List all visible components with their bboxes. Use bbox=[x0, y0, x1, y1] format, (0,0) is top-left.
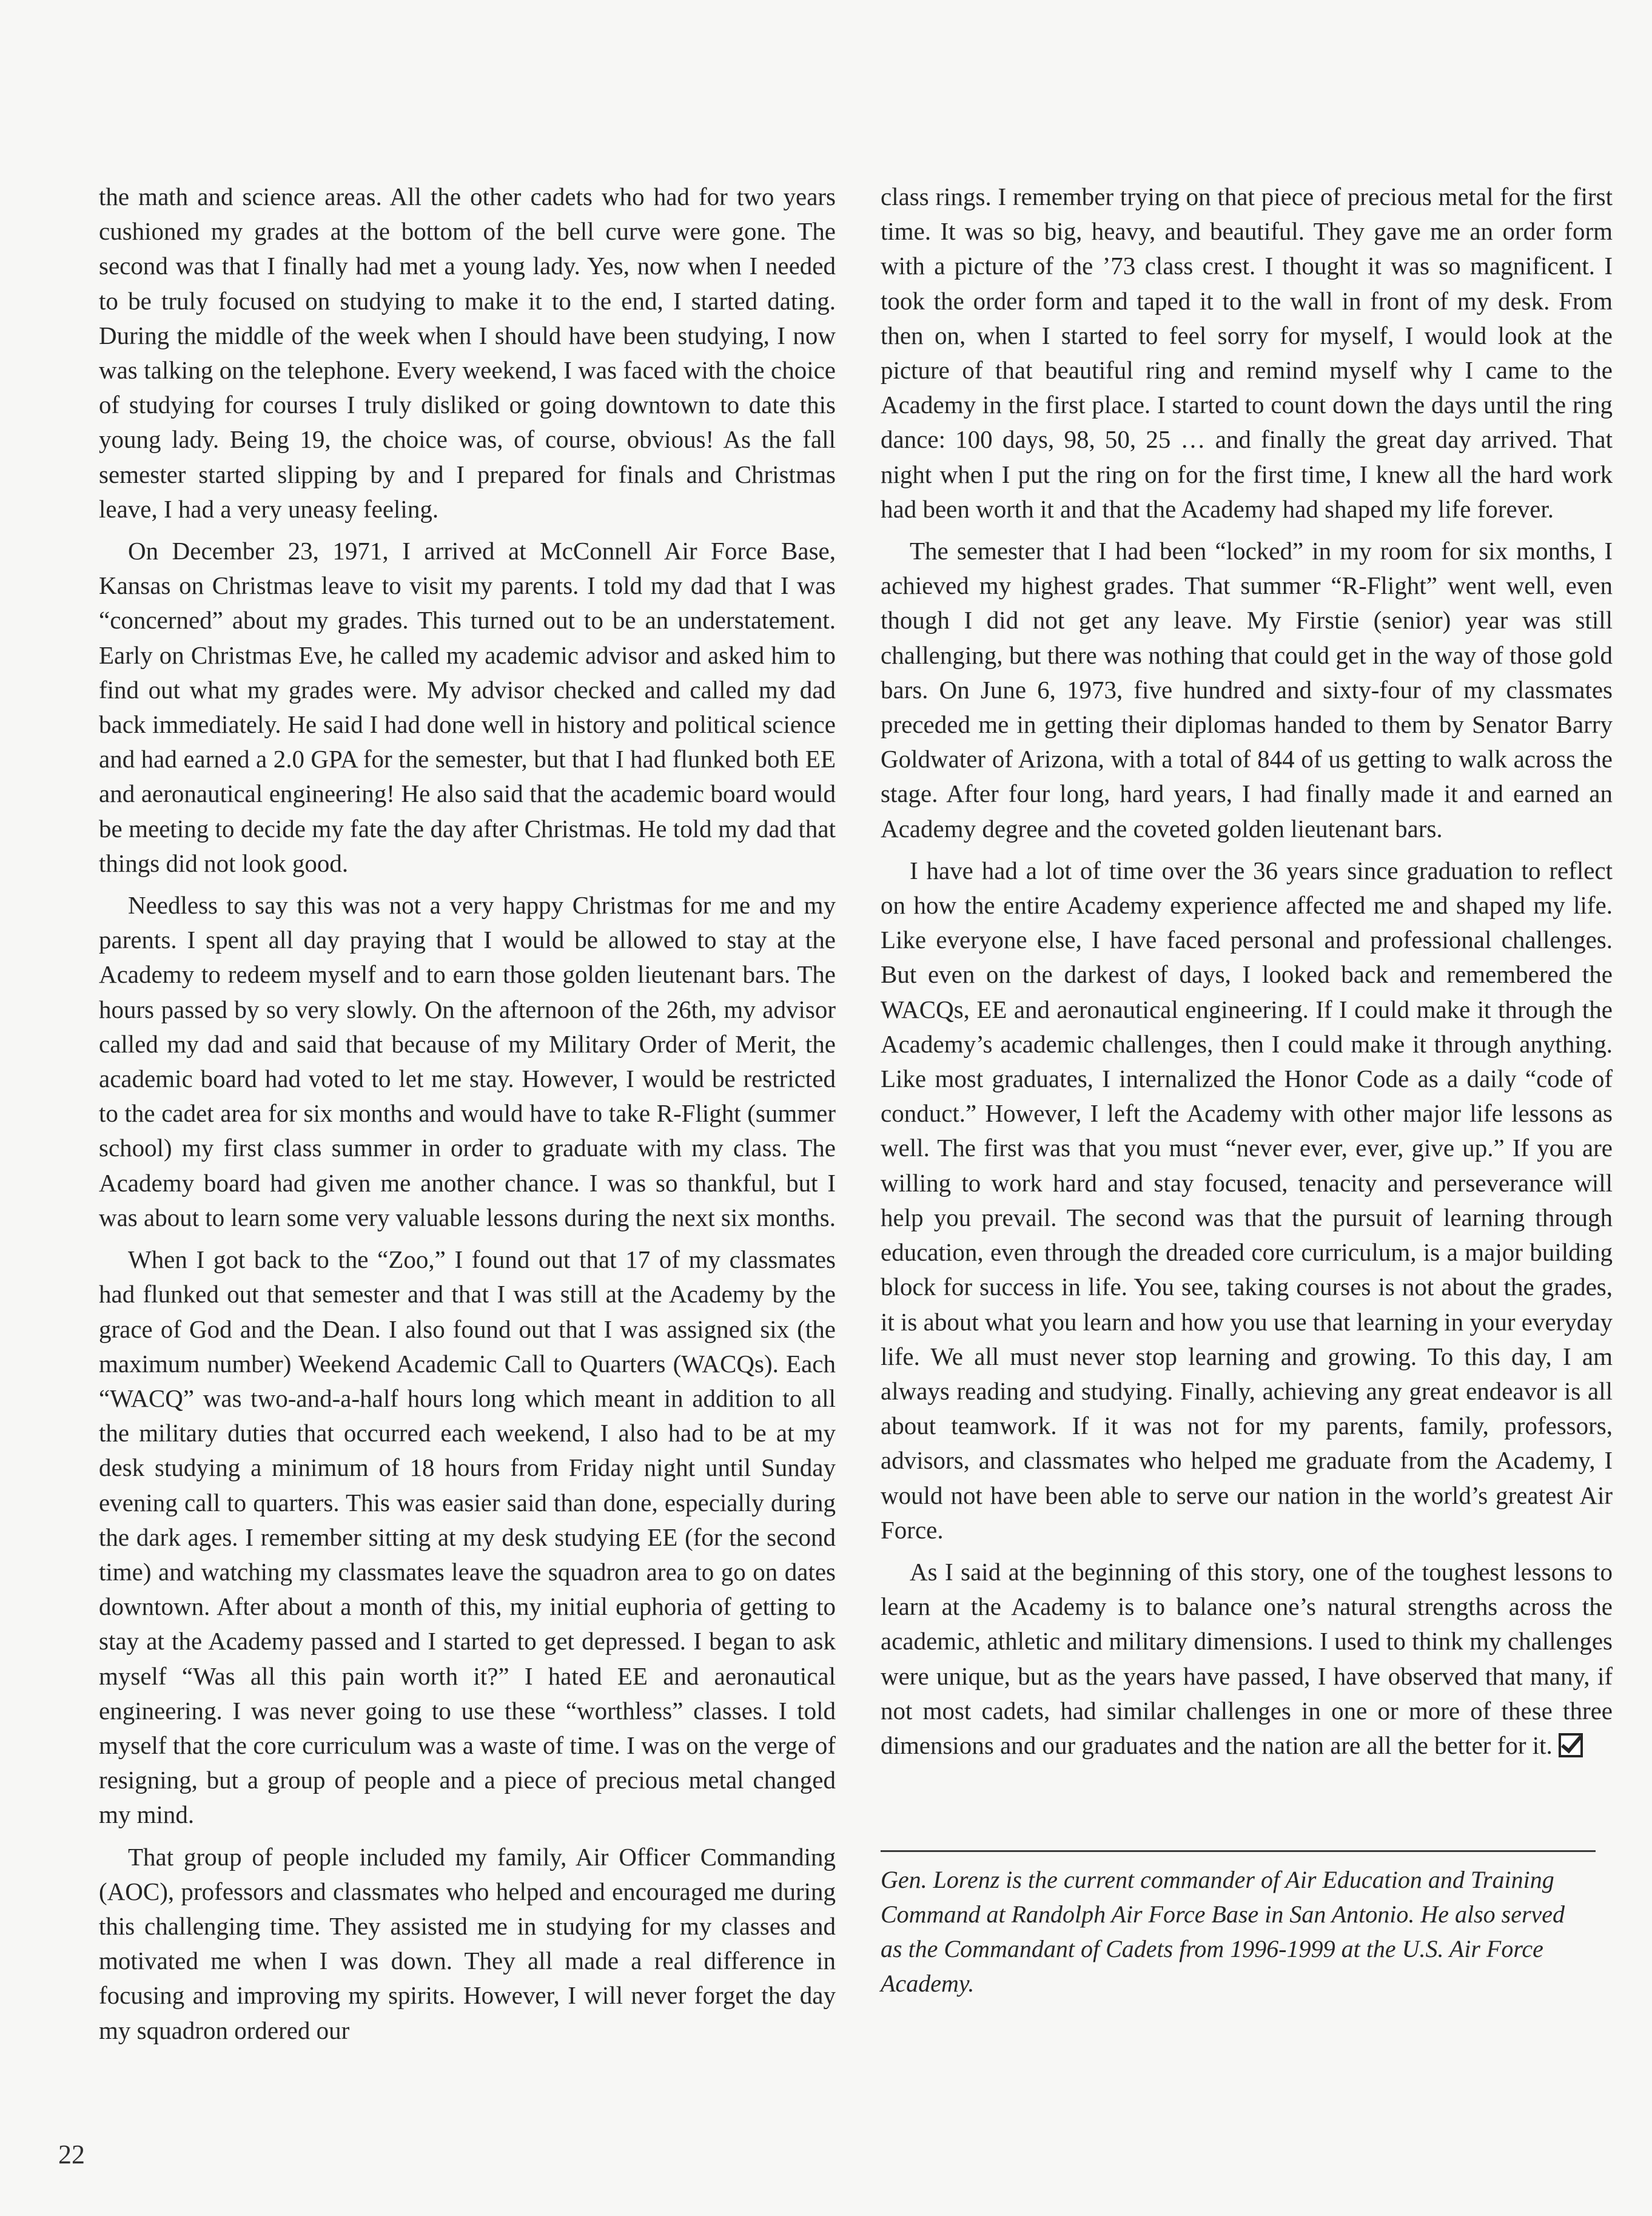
paragraph: class rings. I remember trying on that piece of precious metal for the first time. It was so big, heavy, and beautiful. They gave me an order form with a picture of the ’73 class crest. I thought it was so magnificent. I took the order form and taped it to the wall in front of my desk. From then on, when I started to feel sorry for myself, I would look at the picture of that beautiful ring and remind myself why I came to the Academy in the first place. I started to count down the days until the ring dance: 100 days, 98, 50, 25 … and finally the great day arrived. That night when I put the ring on for the first time, I knew all the hard work had been worth it and that the Academy had shaped my life forever. bbox=[881, 183, 1613, 523]
author-bio: Gen. Lorenz is the current commander of Air Education and Training Command at Randolph Air Force Base in San Antonio. He also served as the Commandant of Cadets from 1996-1999 at the U.S. Air Force Academy. bbox=[881, 1866, 1565, 1997]
paragraph: When I got back to the “Zoo,” I found out that 17 of my classmates had flunked out that semester and that I was still at the Academy by the grace of God and the Dean. I also found out that I was assigned six (the maximum number) Weekend Academic Call to Quarters (WACQs). Each “WACQ” was two-and-a-half hours long which meant in addition to all the military duties that occurred each weekend, I also had to be at my desk studying a minimum of 18 hours from Friday night until Sunday evening call to quarters. This was easier said than done, especially during the dark ages. I remember sitting at my desk studying EE (for the second time) and watching my classmates leave the squadron area to go on dates downtown. After about a month of this, my initial euphoria of getting to stay at the Academy passed and I started to get depressed. I began to ask myself “Was all this pain worth it?” I hated EE and aeronautical engineering. I was never going to use these “worthless” classes. I told myself that the core curriculum was a waste of time. I was on the verge of resigning, but a group of people and a piece of precious metal changed my mind. bbox=[99, 1245, 836, 1829]
paragraph: The semester that I had been “locked” in my room for six months, I achieved my highest grades. That summer “R-Flight” went well, even though I did not get any leave. My Firstie (senior) year was still challenging, but there was nothing that could get in the way of those gold bars. On June 6, 1973, five hundred and sixty-four of my classmates preceded me in getting their diplomas handed to them by Senator Barry Goldwater of Arizona, with a total of 844 of us getting to walk across the stage. After four long, hard years, I had finally made it and earned an Academy degree and the coveted golden lieutenant bars. bbox=[881, 537, 1613, 843]
right-text-column bbox=[881, 180, 1613, 1770]
paragraph: That group of people included my family, Air Officer Commanding (AOC), professors and classmates who helped and encouraged me during this challenging time. They assisted me in studying for my classes and motivated me when I was down. They all made a real difference in focusing and improving my spirits. However, I will never forget the day my squadron ordered our bbox=[99, 1842, 836, 2044]
paragraph: Needless to say this was not a very happy Christmas for me and my parents. I spent all day praying that I would be allowed to stay at the Academy to redeem myself and to earn those golden lieutenant bars. The hours passed by so very slowly. On the afternoon of the 26th, my advisor called my dad and said that because of my Military Order of Merit, the academic board had voted to let me stay. However, I would be restricted to the cadet area for six months and would have to take R-Flight (summer school) my first class summer in order to graduate with my class. The Academy board had given me another chance. I was so thankful, but I was about to learn some very valuable lessons during the next six months. bbox=[99, 891, 836, 1231]
checkbox-checkmark-icon bbox=[1559, 1733, 1583, 1757]
closing-paragraph-text: As I said at the beginning of this story, one of the toughest lessons to learn at the Academy is to balance one’s natural strengths across the academic, athletic and military dimensions. I used to think my challenges were unique, but as the years have passed, I have observed that many, if not most cadets, had similar challenges in one or more of these three dimensions and our graduates and the nation are all the better for it. bbox=[881, 1557, 1613, 1759]
bio-divider bbox=[881, 1850, 1596, 1852]
closing-paragraph bbox=[881, 1555, 1613, 1763]
paragraph: I have had a lot of time over the 36 years since graduation to reflect on how the entire Academy experience affected me and shaped my life. Like everyone else, I have faced personal and professional challenges. But even on the darkest of days, I looked back and remembered the WACQs, EE and aeronautical engineering. If I could make it through the Academy’s academic challenges, then I could make it through anything. Like most graduates, I internalized the Honor Code as a daily “code of conduct.” However, I left the Academy with other major life lessons as well. The first was that you must “never ever, ever, give up.” If you are willing to work hard and stay focused, tenacity and perseverance will help you prevail. The second was that the pursuit of learning through education, even through the dreaded core curriculum, is a major building block for success in life. You see, taking courses is not about the grades, it is about what you learn and how you use that learning in your everyday life. We all must never stop learning and growing. To this day, I am always reading and studying. Finally, achieving any great endeavor is all about teamwork. If it was not for my parents, family, professors, advisors, and classmates who helped me graduate from the Academy, I would not have been able to serve our nation in the world’s greatest Air Force. bbox=[881, 856, 1613, 1544]
left-text-column bbox=[99, 180, 836, 2055]
page-number: 22 bbox=[58, 2140, 85, 2169]
paragraph: On December 23, 1971, I arrived at McConnell Air Force Base, Kansas on Christmas leave to visit my parents. I told my dad that I was “concerned” about my grades. This turned out to be an understatement. Early on Christmas Eve, he called my academic advisor and asked him to find out what my grades were. My advisor checked and called my dad back immediately. He said I had done well in history and political science and had earned a 2.0 GPA for the semester, but that I had flunked both EE and aeronautical engineering! He also said that the academic board would be meeting to decide my fate the day after Christmas. He told my dad that things did not look good. bbox=[99, 537, 836, 877]
paragraph: the math and science areas. All the other cadets who had for two years cushioned my grades at the bottom of the bell curve were gone. The second was that I finally had met a young lady. Yes, now when I needed to be truly focused on studying to make it to the end, I started dating. During the middle of the week when I should have been studying, I now was talking on the telephone. Every weekend, I was faced with the choice of studying for courses I truly disliked or going downtown to date this young lady. Being 19, the choice was, of course, obvious! As the fall semester started slipping by and I prepared for finals and Christmas leave, I had a very uneasy feeling. bbox=[99, 183, 836, 523]
